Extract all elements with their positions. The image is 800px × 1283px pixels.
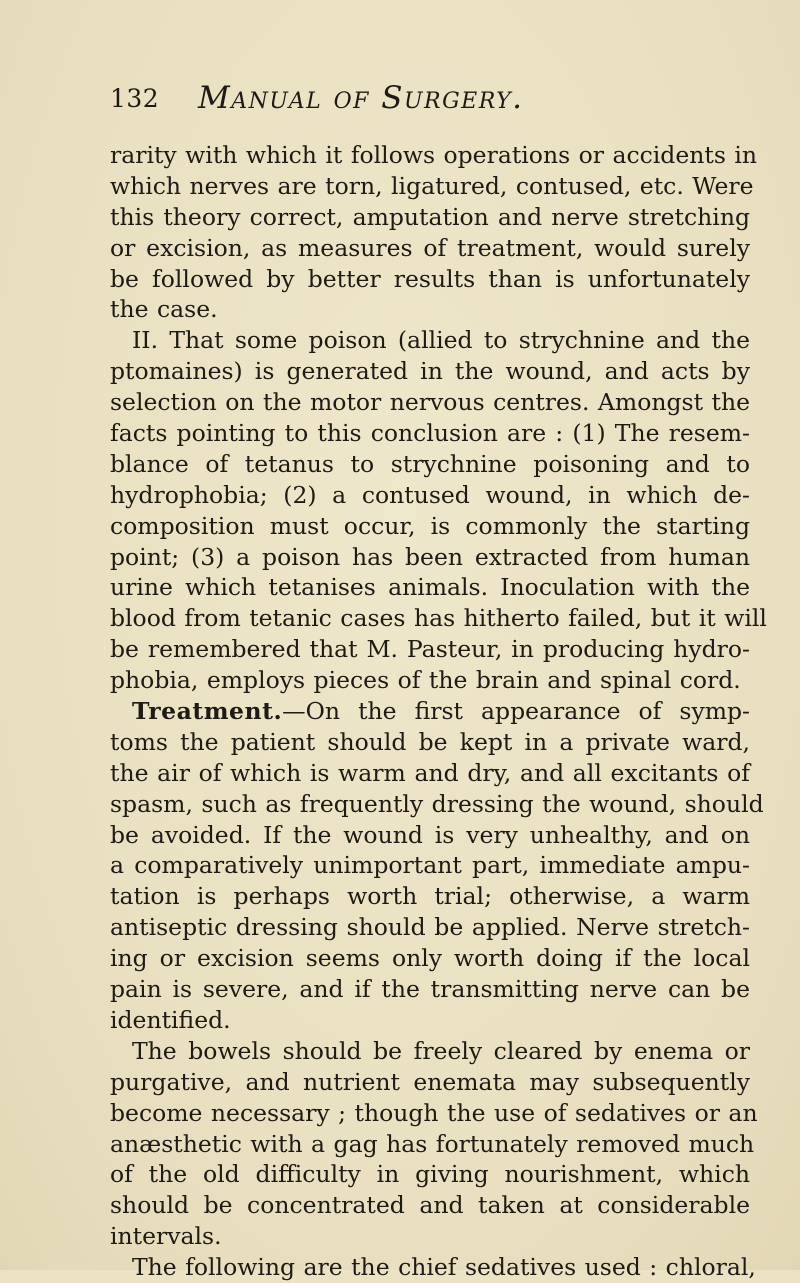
body-text: [110, 140, 767, 1283]
text-line: toms the patient should be kept in a private ward,: [110, 727, 750, 756]
text-line: of the old difficulty in giving nourishment, which: [110, 1160, 750, 1189]
page-number: 132: [110, 84, 160, 113]
text-line: composition must occur, is commonly the starting: [110, 511, 750, 540]
text-line: [110, 696, 750, 727]
text-line: blood from tetanic cases has hitherto failed, but it will: [110, 604, 767, 633]
text-segment: —On the first appearance of symp-: [282, 697, 750, 726]
text-line: rarity with which it follows operations or accidents in: [110, 141, 758, 169]
text-line: be followed by better results than is unfortunately: [110, 264, 750, 293]
text-line: The following are the chief sedatives used : chloral,: [132, 1253, 756, 1282]
text-line: ptomaines) is generated in the wound, and acts by: [110, 357, 750, 386]
text-line: phobia, employs pieces of the brain and spinal cord.: [110, 666, 741, 695]
text-line: anæsthetic with a gag has fortunately removed much: [110, 1129, 755, 1158]
text-line: be avoided. If the wound is very unhealthy, and on: [110, 820, 750, 849]
text-line: ing or excision seems only worth doing if the local: [110, 944, 750, 973]
text-line: should be concentrated and taken at considerable: [110, 1191, 750, 1220]
text-line: antiseptic dressing should be applied. Nerve stretch-: [110, 913, 750, 942]
paragraph-continuation: [110, 140, 758, 325]
text-line: be remembered that M. Pasteur, in producing hydro-: [110, 635, 750, 664]
text-line: point; (3) a poison has been extracted from human: [110, 542, 750, 571]
text-line: this theory correct, amputation and nerve stretching: [110, 202, 750, 231]
text-line: intervals.: [110, 1222, 222, 1251]
paragraph-treatment: [110, 696, 764, 1036]
text-line: II. That some poison (allied to strychnine and the: [132, 326, 750, 355]
text-line: purgative, and nutrient enemata may subsequently: [110, 1067, 750, 1096]
paragraph-sedatives: [110, 1252, 756, 1283]
running-head: [110, 78, 750, 114]
text-line: blance of tetanus to strychnine poisoning and to: [110, 449, 750, 478]
text-line: pain is severe, and if the transmitting nerve can be: [110, 975, 750, 1004]
paragraph-theory-ii: [110, 325, 767, 696]
text-line: a comparatively unimportant part, immediate ampu-: [110, 851, 750, 880]
text-line: become necessary ; though the use of sedatives or an: [110, 1098, 758, 1127]
text-line: selection on the motor nervous centres. Amongst the: [110, 388, 750, 417]
section-heading-treatment: Treatment.: [132, 697, 283, 726]
text-line: The bowels should be freely cleared by enema or: [132, 1036, 750, 1065]
text-line: the case.: [110, 295, 218, 324]
text-line: tation is perhaps worth trial; otherwise, a warm: [110, 882, 750, 911]
text-line: hydrophobia; (2) a contused wound, in which de-: [110, 480, 750, 509]
text-line: urine which tetanises animals. Inoculation with the: [110, 573, 750, 602]
text-line: which nerves are torn, ligatured, contused, etc. Were: [110, 171, 754, 200]
text-line: the air of which is warm and dry, and all excitants of: [110, 758, 750, 787]
text-line: identified.: [110, 1005, 231, 1034]
running-title: Manual of Surgery.: [198, 80, 524, 116]
text-line: facts pointing to this conclusion are : (1) The resem-: [110, 419, 750, 448]
text-line: spasm, such as frequently dressing the wound, should: [110, 789, 764, 818]
paragraph-bowels: [110, 1036, 758, 1252]
text-line: or excision, as measures of treatment, would surely: [110, 233, 750, 262]
